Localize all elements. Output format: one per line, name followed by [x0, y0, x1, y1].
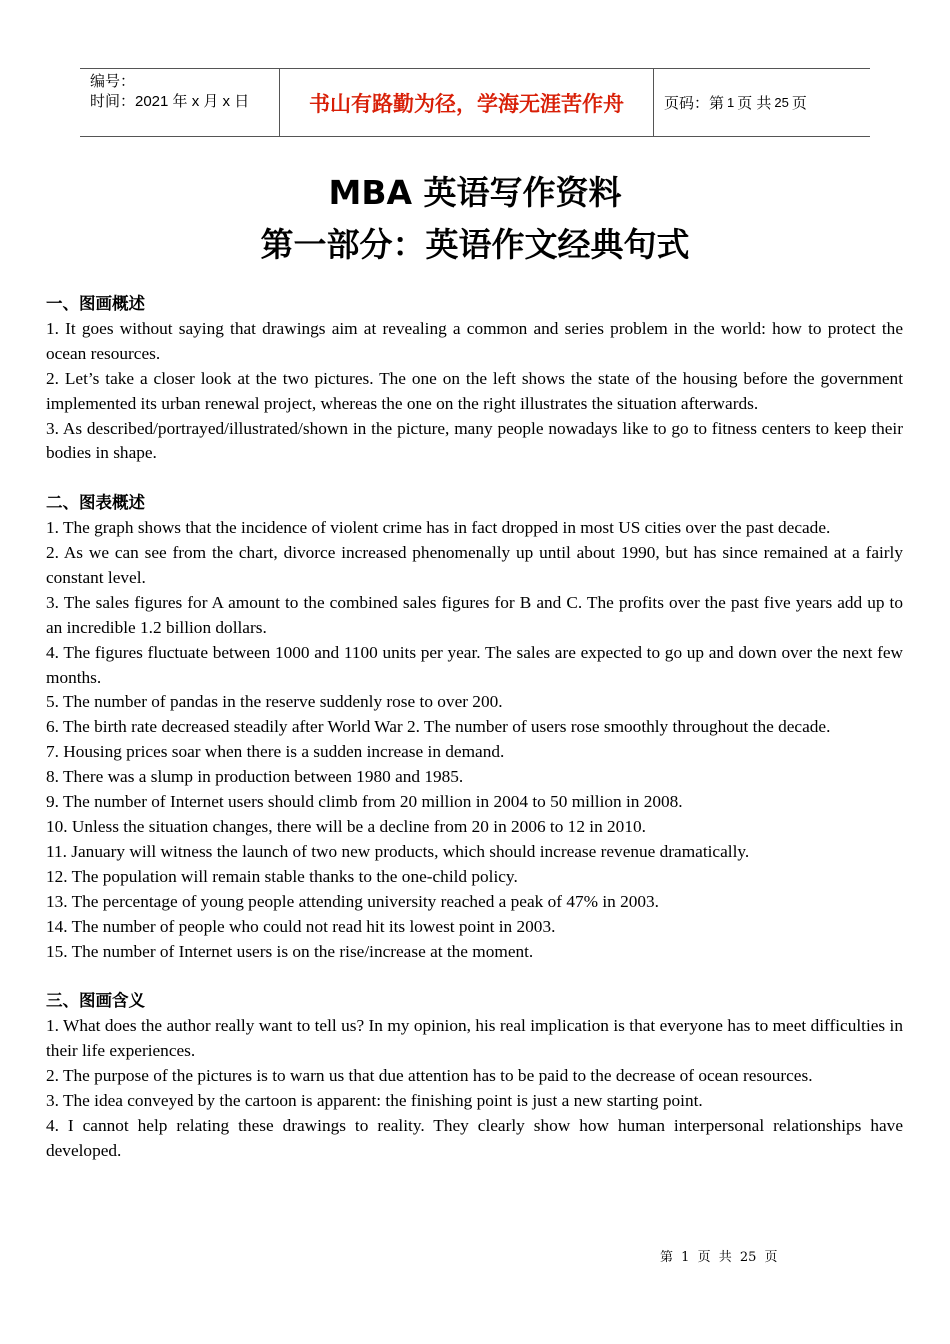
list-item: 3. As described/portrayed/illustrated/shown in the picture, many people nowadays like to go to fitness centers to keep their bodies in shape. — [46, 418, 903, 463]
list-item: 4. The figures fluctuate between 1000 and 1100 units per year. The sales are expected to go up and down over the next few months. — [46, 642, 903, 687]
header-table — [80, 68, 870, 137]
page-mid: 页 共 — [737, 95, 772, 112]
list-item: 12. The population will remain stable thanks to the one-child policy. — [46, 866, 518, 886]
document-body — [46, 292, 903, 1164]
list-item: 3. The idea conveyed by the cartoon is apparent: the finishing point is just a new starting point. — [46, 1090, 703, 1110]
list-item: 2. Let’s take a closer look at the two pictures. The one on the left shows the state of the housing before the government implemented its urban renewal project, whereas the one on the right illustrates the situation afterwards. — [46, 368, 903, 413]
header-page-info — [654, 69, 870, 136]
list-item: 6. The birth rate decreased steadily after World War 2. The number of users rose smoothly throughout the decade. — [46, 717, 831, 737]
list-item: 7. Housing prices soar when there is a sudden increase in demand. — [46, 742, 505, 762]
section-gap — [46, 964, 903, 989]
footer-current: 1 — [681, 1250, 690, 1265]
section-heading: 二、图表概述 — [46, 493, 145, 513]
motto: 书山有路勤为径，学海无涯苦作舟 — [280, 69, 654, 136]
list-item: 14. The number of people who could not read hit its lowest point in 2003. — [46, 916, 556, 936]
list-item: 4. I cannot help relating these drawings to reality. They clearly show how human interpersonal relationships have developed. — [46, 1115, 903, 1160]
list-item: 9. The number of Internet users should climb from 20 million in 2004 to 50 million in 2008. — [46, 792, 683, 812]
list-item: 1. What does the author really want to tell us? In my opinion, his real implication is that everyone has to meet difficulties in their life experiences. — [46, 1016, 903, 1061]
document-subtitle: 第一部分：英语作文经典句式 — [260, 225, 690, 264]
document-title: MBA 英语写作资料 — [328, 173, 622, 212]
list-item: 5. The number of pandas in the reserve suddenly rose to over 200. — [46, 692, 503, 712]
number-label: 编号： — [90, 73, 136, 90]
section-gap — [46, 466, 903, 491]
footer-pre: 第 — [660, 1250, 674, 1265]
list-item: 1. The graph shows that the incidence of violent crime has in fact dropped in most US cities over the past decade. — [46, 518, 831, 538]
page-suffix: 页 — [791, 95, 807, 112]
time-label: 时间：2021 年 x 月 x 日 — [90, 93, 250, 110]
list-item: 1. It goes without saying that drawings aim at revealing a common and series problem in the world: how to protect the ocean resources. — [46, 318, 903, 363]
page-total: 25 — [774, 95, 789, 110]
footer-suffix: 页 — [764, 1250, 778, 1265]
list-item: 8. There was a slump in production between 1980 and 1985. — [46, 767, 464, 787]
section-heading: 一、图画概述 — [46, 294, 145, 313]
section-heading: 三、图画含义 — [46, 991, 145, 1011]
footer-total: 25 — [739, 1250, 757, 1265]
list-item: 10. Unless the situation changes, there will be a decline from 20 in 2006 to 12 in 2010. — [46, 816, 646, 836]
footer-mid: 页 共 — [697, 1250, 732, 1265]
page-label-pre: 页码：第 — [664, 95, 725, 112]
list-item: 13. The percentage of young people attending university reached a peak of 47% in 2003. — [46, 891, 659, 911]
list-item: 15. The number of Internet users is on the rise/increase at the moment. — [46, 941, 534, 961]
list-item: 3. The sales figures for A amount to the combined sales figures for B and C. The profits over the past five years add up to an incredible 1.2 billion dollars. — [46, 592, 903, 637]
list-item: 11. January will witness the launch of two new products, which should increase revenue dramatically. — [46, 841, 750, 861]
list-item: 2. The purpose of the pictures is to warn us that due attention has to be paid to the decrease of ocean resources. — [46, 1066, 813, 1086]
page-footer — [660, 1246, 778, 1265]
list-item: 2. As we can see from the chart, divorce increased phenomenally up until about 1990, but has since remained at a fairly constant level. — [46, 543, 903, 587]
header-meta — [80, 69, 280, 136]
page-current: 1 — [727, 95, 735, 110]
